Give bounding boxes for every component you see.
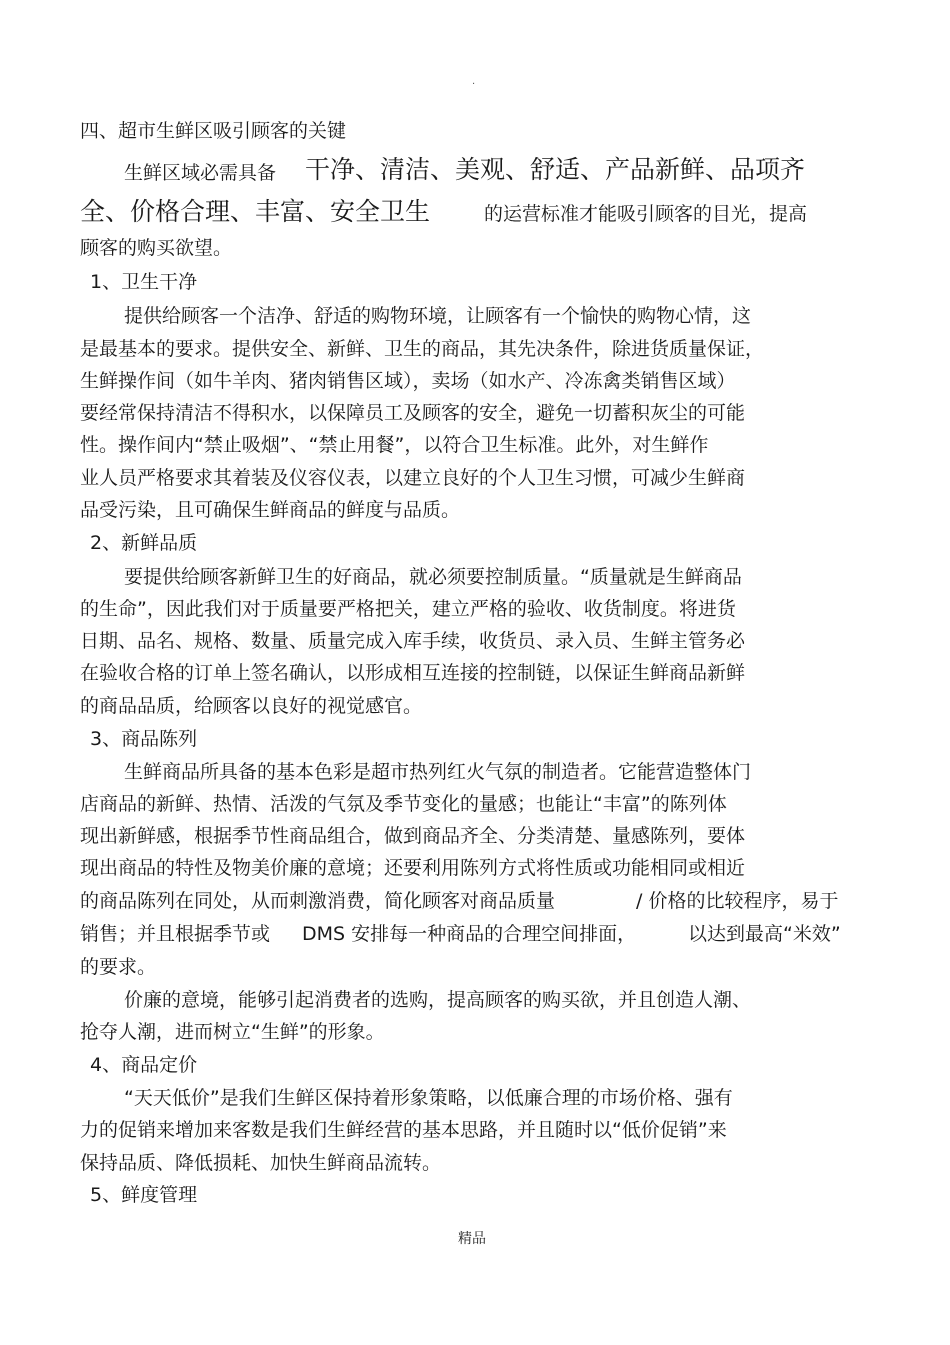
intro-lead: 生鲜区域必需具备 <box>124 162 277 184</box>
paragraph-line: 要经常保持清洁不得积水，以保障员工及顾客的安全，避免一切蓄积灰尘的可能 <box>80 402 746 424</box>
paragraph-line: 业人员严格要求其着装及仪容仪表，以建立良好的个人卫生习惯，可减少生鲜商 <box>80 467 746 489</box>
intro-last: 顾客的购买欲望。 <box>80 237 233 259</box>
paragraph-line: 的生命”，因此我们对于质量要严格把关，建立严格的验收、收货制度。将进货 <box>80 598 736 620</box>
paragraph-line: 性。操作间内“禁止吸烟”、“禁止用餐”，以符合卫生标准。此外，对生鲜作 <box>80 434 709 456</box>
paragraph-line: 在验收合格的订单上签名确认，以形成相互连接的控制链，以保证生鲜商品新鲜 <box>80 662 746 684</box>
paragraph-line: 力的促销来增加来客数是我们生鲜经营的基本思路，并且随时以“低价促销”来 <box>80 1119 727 1141</box>
heading-display: 3、商品陈列 <box>90 728 198 750</box>
header-mark: . <box>472 76 476 87</box>
intro-highlight-1: 干净、清洁、美观、舒适、产品新鲜、品项齐 <box>305 155 806 184</box>
paragraph-line: “天天低价”是我们生鲜区保持着形象策略，以低廉合理的市场价格、强有 <box>124 1087 733 1109</box>
paragraph-line: 是最基本的要求。提供安全、新鲜、卫生的商品，其先决条件，除进货质量保证， <box>80 338 765 360</box>
paragraph-line: / 价格的比较程序，易于 <box>636 890 839 912</box>
paragraph-line: 现出商品的特性及物美价廉的意境；还要利用陈列方式将性质或功能相同或相近 <box>80 857 746 879</box>
heading-hygiene: 1、卫生干净 <box>90 271 198 293</box>
paragraph-line: 日期、品名、规格、数量、质量完成入库手续，收货员、录入员、生鲜主管务必 <box>80 630 746 652</box>
heading-freshness-management: 5、鲜度管理 <box>90 1184 198 1206</box>
paragraph-line: 保持品质、降低损耗、加快生鲜商品流转。 <box>80 1152 442 1174</box>
paragraph-line: 要提供给顾客新鲜卫生的好商品，就必须要控制质量。“质量就是生鲜商品 <box>124 566 742 588</box>
heading-freshness: 2、新鲜品质 <box>90 532 198 554</box>
paragraph-line: DMS 安排每一种商品的合理空间排面， <box>302 923 637 945</box>
paragraph-line: 提供给顾客一个洁净、舒适的购物环境，让顾客有一个愉快的购物心情，这 <box>124 305 752 327</box>
paragraph-line: 店商品的新鲜、热情、活泼的气氛及季节变化的量感；也能让“丰富”的陈列体 <box>80 793 727 815</box>
paragraph-line: 以达到最高“米效” <box>688 923 841 945</box>
paragraph-line: 抢夺人潮，进而树立“生鲜”的形象。 <box>80 1021 385 1043</box>
paragraph-line: 现出新鲜感，根据季节性商品组合，做到商品齐全、分类清楚、量感陈列，要体 <box>80 825 746 847</box>
paragraph-line: 销售；并且根据季节或 <box>80 923 271 945</box>
intro-highlight-2: 全、价格合理、丰富、安全卫生 <box>80 197 431 226</box>
paragraph-line: 生鲜商品所具备的基本色彩是超市热列红火气氛的制造者。它能营造整体门 <box>124 761 752 783</box>
heading-pricing: 4、商品定价 <box>90 1054 198 1076</box>
paragraph-line: 生鲜操作间（如牛羊肉、猪肉销售区域），卖场（如水产、冷冻禽类销售区域） <box>80 370 736 392</box>
paragraph-line: 价廉的意境，能够引起消费者的选购，提高顾客的购买欲，并且创造人潮、 <box>124 989 752 1011</box>
paragraph-line: 的商品陈列在同处，从而刺激消费，简化顾客对商品质量 <box>80 890 556 912</box>
intro-tail: 的运营标准才能吸引顾客的目光，提高 <box>484 203 808 225</box>
paragraph-line: 的商品品质，给顾客以良好的视觉感官。 <box>80 695 423 717</box>
paragraph-line: 品受污染，且可确保生鲜商品的鲜度与品质。 <box>80 499 461 521</box>
paragraph-line: 的要求。 <box>80 956 157 978</box>
page-footer: 精品 <box>458 1231 486 1247</box>
section-title: 四、超市生鲜区吸引顾客的关键 <box>80 120 347 142</box>
